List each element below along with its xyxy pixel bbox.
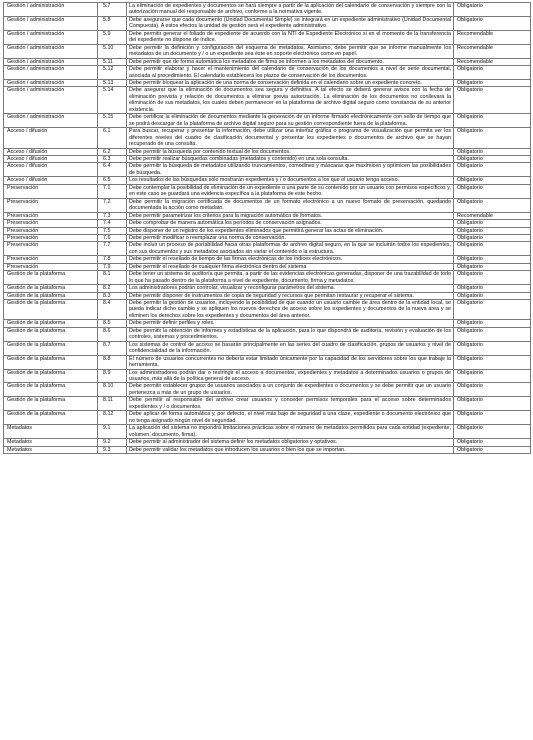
number-cell: 9.1 [98,425,127,439]
requirement-cell: Debe permitir establecer grupos de usuarios asociados a un conjunto de expedientes o documentos y se debe permitir que un usuario pertenezca a más de un grupo de usuarios. [127,383,454,397]
priority-cell: Obligatorio [454,355,531,369]
priority-cell: Obligatorio [454,341,531,355]
area-cell: Acceso / difusión [4,155,98,162]
area-cell: Acceso / difusión [4,177,98,184]
area-cell: Acceso / difusión [4,128,98,148]
area-cell: Preservación [4,198,98,212]
requirement-cell: Los administradores podrán dar o restringir el acceso a documentos, expedientes y metadatos a determinados usuarios o grupos de usuarios, más allá de la política general de acceso. [127,369,454,383]
requirement-cell: Los resultados de las búsquedas sólo mostrarán expedientes y / o documentos a los que el usuario tenga acceso. [127,177,454,184]
area-cell: Gestión / administración [4,3,98,17]
number-cell: 6.3 [98,155,127,162]
requirement-cell: Debe permitir elaborar y hacer el mantenimiento del calendario de conservación de los documentos a nivel de serie documental, asociada al procedimiento. El calendario establecerá los plazos de conservación de los documentos. [127,66,454,80]
priority-cell: Obligatorio [454,271,531,285]
area-cell: Metadatos [4,446,98,453]
number-cell: 8.12 [98,411,127,425]
table-row [4,242,531,256]
priority-cell: Recomendable [454,30,531,44]
priority-cell: Obligatorio [454,411,531,425]
number-cell: 6.4 [98,163,127,177]
table-row [4,327,531,341]
requirement-cell: El número de usuarios concurrentes no debería estar limitado únicamente por la capacidad de los servidores sobre los que trabaje la herramienta. [127,355,454,369]
requirements-table [3,2,531,454]
priority-cell: Obligatorio [454,446,531,453]
area-cell: Gestión / administración [4,87,98,114]
requirement-cell: Debe permitir al administrador del sistema definir los metadatos obligatorios y optativos. [127,439,454,446]
area-cell: Acceso / difusión [4,148,98,155]
priority-cell: Obligatorio [454,184,531,198]
number-cell: 7.4 [98,220,127,227]
requirement-cell: Debe asegurar que la eliminación de documentos sea segura y definitiva. A tal efecto se deberá generar avisos con la fecha de eliminación prevista y relación de documentos a eliminar previa autorización. La eliminación de los documentos no conllevará la eliminación de sus metadatos, los cuales deben permanecer en la plataforma de archivo digital seguro como constancia de su anterior existencia. [127,87,454,114]
table-row [4,234,531,241]
priority-cell: Obligatorio [454,198,531,212]
priority-cell: Obligatorio [454,148,531,155]
priority-cell: Obligatorio [454,114,531,128]
number-cell: 5.10 [98,44,127,58]
number-cell: 5.15 [98,114,127,128]
requirement-cell: Debe permitir bloquear la aplicación de una norma de conservación definida en el calendario sobre un expediente concreto. [127,79,454,86]
table-row [4,341,531,355]
requirement-cell: Debe permitir al responsable del archivo crear usuarios y conceder permisos temporales para el acceso sobre determinados expedientes y / o documentos. [127,397,454,411]
table-row [4,163,531,177]
table-row [4,177,531,184]
table-row [4,271,531,285]
table-row [4,256,531,263]
number-cell: 6.1 [98,128,127,148]
priority-cell: Obligatorio [454,425,531,439]
area-cell: Gestión de la plataforma [4,320,98,327]
table-row [4,114,531,128]
area-cell: Preservación [4,242,98,256]
table-row [4,30,531,44]
number-cell: 7.8 [98,256,127,263]
requirement-cell: Debe comprobar de manera automática los períodos de conservación asignados. [127,220,454,227]
number-cell: 7.5 [98,227,127,234]
area-cell: Preservación [4,227,98,234]
requirement-cell: Debe permitir el resellado de tiempo de las firmas electrónicas de los índices electrónicos. [127,256,454,263]
number-cell: 8.4 [98,300,127,320]
number-cell: 8.1 [98,271,127,285]
area-cell: Gestión de la plataforma [4,300,98,320]
requirement-cell: La eliminación de expedientes y documentos se hará siempre a partir de la aplicación del calendario de conservación y siempre con la autorización manual del responsable de archivo, conforme a la normativa vigente. [127,3,454,17]
area-cell: Gestión / administración [4,44,98,58]
number-cell: 7.3 [98,212,127,219]
number-cell: 7.6 [98,234,127,241]
priority-cell: Obligatorio [454,256,531,263]
number-cell: 5.13 [98,79,127,86]
priority-cell: Obligatorio [454,163,531,177]
priority-cell: Obligatorio [454,383,531,397]
requirements-table-body [4,3,531,454]
table-row [4,397,531,411]
requirement-cell: Debe incluir un proceso de portabilidad hacia otras plataformas de archivo digital seguro, en la que se incluirán todos los expedientes, con sus documentos y sus metadatos asociados sin variar el contenido o la estructura. [127,242,454,256]
number-cell: 7.7 [98,242,127,256]
number-cell: 5.8 [98,16,127,30]
requirement-cell: Debe permitir modificar o reemplazar una norma de conservación. [127,234,454,241]
priority-cell: Obligatorio [454,242,531,256]
table-row [4,292,531,299]
requirement-cell: Los administradores podrán controlar, visualizar y reconfigurar parámetros del sistema. [127,285,454,292]
table-row [4,198,531,212]
number-cell: 6.5 [98,177,127,184]
area-cell: Gestión de la plataforma [4,355,98,369]
area-cell: Gestión de la plataforma [4,271,98,285]
number-cell: 8.11 [98,397,127,411]
area-cell: Gestión / administración [4,16,98,30]
requirement-cell: Debe aplicar de forma automática y, por defecto, el nivel más bajo de seguridad a una clase, expediente o documento electrónico que no tenga asignado ningún nivel de seguridad. [127,411,454,425]
table-row [4,16,531,30]
requirement-cell: Debe permitir parametrizar los criterios para la migración automática de formatos. [127,212,454,219]
requirement-cell: Debe permitir definir perfiles y roles. [127,320,454,327]
table-row [4,411,531,425]
table-row [4,383,531,397]
area-cell: Gestión de la plataforma [4,383,98,397]
number-cell: 7.2 [98,198,127,212]
number-cell: 7.1 [98,184,127,198]
requirements-page [3,2,530,454]
table-row [4,263,531,270]
number-cell: 8.7 [98,341,127,355]
table-row [4,300,531,320]
priority-cell: Obligatorio [454,300,531,320]
area-cell: Preservación [4,263,98,270]
priority-cell: Obligatorio [454,155,531,162]
priority-cell: Obligatorio [454,439,531,446]
table-row [4,425,531,439]
area-cell: Gestión de la plataforma [4,411,98,425]
requirement-cell: Debe tener un sistema de auditoría que permita, a partir de las evidencias electrónicas generadas, disponer de una trazabilidad de todo lo que ha pasado dentro de la plataforma a nivel de expediente, documento, firma y metadatos. [127,271,454,285]
number-cell: 6.2 [98,148,127,155]
table-row [4,66,531,80]
requirement-cell: Debe permitir la definición y configuración del esquema de metadatos. Asimismo, debe permitir que se informe manualmente los metadatos de un documento y / o un expediente sea éste en soporte electrónico como en papel. [127,44,454,58]
requirement-cell: Debe asegurarse que cada documento (Unidad Documental Simple) se integrará en un expediente administrativo (Unidad Documental Compuesta). A estos efectos la unidad de gestión será el expediente administrativo. [127,16,454,30]
requirement-cell: Debe permitir realizar búsquedas combinadas (metadatos y contenido) en una sola consulta. [127,155,454,162]
number-cell: 8.9 [98,369,127,383]
requirement-cell: Debe permitir la obtención de informes y estadísticas de la aplicación, para lo que dispondrá de auditoría, revisión y evaluación de los controles, sistemas y procedimientos. [127,327,454,341]
number-cell: 5.9 [98,30,127,44]
requirement-cell: Debe disponer de un registro de los expedientes eliminados que permitirá generar las actas de eliminación. [127,227,454,234]
priority-cell: Obligatorio [454,234,531,241]
number-cell: 5.14 [98,87,127,114]
priority-cell: Obligatorio [454,3,531,17]
area-cell: Metadatos [4,425,98,439]
number-cell: 7.9 [98,263,127,270]
priority-cell: Obligatorio [454,369,531,383]
table-row [4,3,531,17]
requirement-cell: La aplicación del sistema no impondrá limitaciones prácticas sobre el número de metadatos permitidos para cada entidad (expediente, volumen, documento, firma). [127,425,454,439]
requirement-cell: Debe permitir que de forma automática los metadatos de firma se informen a los metadatos del documento. [127,58,454,65]
area-cell: Preservación [4,220,98,227]
priority-cell: Obligatorio [454,79,531,86]
number-cell: 8.5 [98,320,127,327]
requirement-cell: Debe contemplar la posibilidad de eliminación de un expediente o una parte de su contenido por un usuario con permisos específicos y, en este caso se guardará una evidencia específica a la plataforma de este hecho. [127,184,454,198]
requirement-cell: Debe certificar la eliminación de documentos mediante la generación de un informe firmado electrónicamente con sello de tiempo que se podrá descargar de la plataforma de archivo digital seguro para su gestión correspondiente fuera de la plataforma. [127,114,454,128]
priority-cell: Obligatorio [454,16,531,30]
number-cell: 9.2 [98,439,127,446]
number-cell: 8.8 [98,355,127,369]
area-cell: Acceso / difusión [4,163,98,177]
number-cell: 5.12 [98,66,127,80]
number-cell: 8.6 [98,327,127,341]
area-cell: Preservación [4,184,98,198]
priority-cell: Obligatorio [454,87,531,114]
requirement-cell: Debe permitir la búsqueda de metadatos utilizando truncamientos, comodines y máscaras que maximicen y optimicen las posibilidades de búsqueda. [127,163,454,177]
table-row [4,184,531,198]
priority-cell: Obligatorio [454,128,531,148]
requirement-cell: Debe permitir generar el foliado de expediente de acuerdo con la NTI de Expediente Electrónico si en el momento de la transferencia del expediente no dispone de índice. [127,30,454,44]
area-cell: Gestión de la plataforma [4,292,98,299]
number-cell: 9.3 [98,446,127,453]
table-row [4,58,531,65]
area-cell: Gestión de la plataforma [4,285,98,292]
priority-cell: Obligatorio [454,263,531,270]
requirement-cell: Debe permitir la búsqueda por contenido textual de los documentos. [127,148,454,155]
table-row [4,44,531,58]
area-cell: Gestión / administración [4,66,98,80]
priority-cell: Recomendable [454,44,531,58]
table-row [4,87,531,114]
table-row [4,446,531,453]
area-cell: Gestión de la plataforma [4,397,98,411]
priority-cell: Obligatorio [454,66,531,80]
area-cell: Metadatos [4,439,98,446]
area-cell: Gestión / administración [4,114,98,128]
area-cell: Gestión de la plataforma [4,327,98,341]
area-cell: Preservación [4,234,98,241]
priority-cell: Recomendable [454,212,531,219]
area-cell: Preservación [4,212,98,219]
area-cell: Gestión / administración [4,79,98,86]
requirement-cell: Debe permitir la gestión de usuarios, incluyendo la posibilidad de que cuando un usuario cambie de área dentro de la entidad local, se pueda indicar dicho cambio y se apliquen los nuevos derechos de acceso sobre los expedientes y documentos de la nueva área y se eliminen los derechos sobre los expedientes y documentos del área anterior. [127,300,454,320]
requirement-cell: Debe permitir disponer de instrumentos de copia de seguridad y recursos que permitan restaurar y recuperar el sistema. [127,292,454,299]
priority-cell: Recomendable [454,58,531,65]
number-cell: 5.7 [98,3,127,17]
requirement-cell: Debe permitir validar los metadatos que introducen los usuarios o bien los que se importan. [127,446,454,453]
table-row [4,79,531,86]
number-cell: 8.2 [98,285,127,292]
table-row [4,285,531,292]
requirement-cell: Para buscar, recuperar y presentar la información, debe utilizar una interfaz gráfica o programa de visualización que permita ver los diferentes niveles del cuadro de clasificación documental y presentar los expedientes o documentos de archivo que se hayan recuperado de una consulta. [127,128,454,148]
area-cell: Gestión de la plataforma [4,341,98,355]
priority-cell: Obligatorio [454,397,531,411]
requirement-cell: Debe permitir el resellado de cualquier firma electrónica dentro del sistema [127,263,454,270]
table-row [4,369,531,383]
priority-cell: Obligatorio [454,227,531,234]
priority-cell: Obligatorio [454,320,531,327]
priority-cell: Obligatorio [454,292,531,299]
table-row [4,148,531,155]
number-cell: 5.11 [98,58,127,65]
table-row [4,220,531,227]
number-cell: 8.10 [98,383,127,397]
table-row [4,128,531,148]
priority-cell: Obligatorio [454,177,531,184]
requirement-cell: Los sistemas de control de acceso se basarán principalmente en las series del cuadro de clasificación, grupos de usuarios y nivel de confidencialidad de la información. [127,341,454,355]
table-row [4,355,531,369]
area-cell: Gestión / administración [4,30,98,44]
area-cell: Gestión / administración [4,58,98,65]
table-row [4,320,531,327]
area-cell: Gestión de la plataforma [4,369,98,383]
priority-cell: Obligatorio [454,327,531,341]
table-row [4,155,531,162]
table-row [4,227,531,234]
priority-cell: Obligatorio [454,220,531,227]
priority-cell: Obligatorio [454,285,531,292]
table-row [4,439,531,446]
number-cell: 8.3 [98,292,127,299]
requirement-cell: Debe permitir la migración certificada de documentos de un formato electrónico a un nuevo formato de preservación, quedando documentada la acción como metadato. [127,198,454,212]
area-cell: Preservación [4,256,98,263]
table-row [4,212,531,219]
